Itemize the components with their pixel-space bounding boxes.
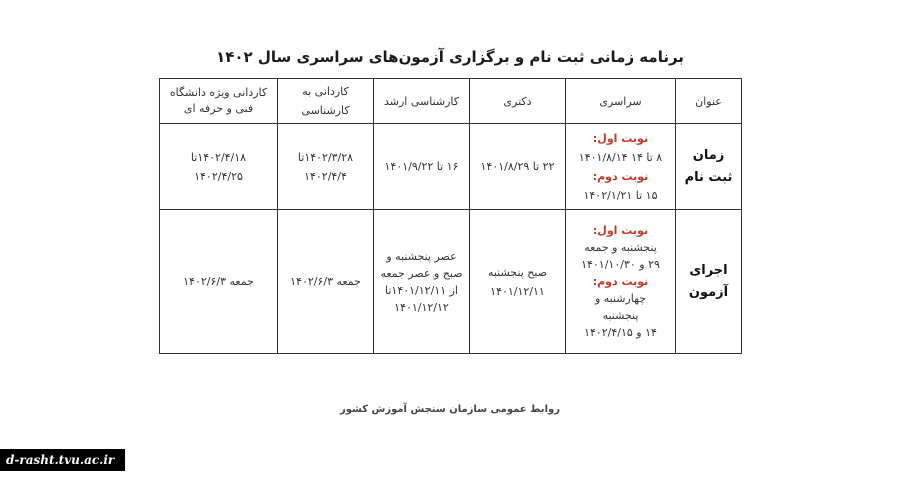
cell-masters-registration: ۱۶ تا ۱۴۰۱/۹/۲۲ [374,124,470,210]
turn-one-label: نوبت اول: [592,131,649,145]
cell-line: پنجشنبه و جمعه [584,241,657,254]
turn-two-label: نوبت دوم: [592,275,649,288]
footer-credit: روابط عمومی سازمان سنجش آموزش کشور [340,404,560,415]
row-label-exam: اجرای آزمون [676,210,742,354]
turn-two-label: نوبت دوم: [592,169,649,183]
cell-doctorate-registration: ۲۲ تا ۱۴۰۱/۸/۲۹ [470,124,566,210]
cell-line: عصر پنجشنبه و [386,249,457,263]
table-row-exam [160,210,742,354]
turn-one-value: ۸ تا ۱۴ ۱۴۰۱/۸/۱۴ [578,150,663,164]
header-technical-associate: کاردانی ویژه دانشگاه فنی و حرفه ای [160,79,278,124]
cell-masters-exam [374,210,470,354]
table-header-row [160,79,742,124]
turn-two-value: ۱۵ تا ۱۴۰۲/۱/۲۱ [583,188,658,202]
cell-line: چهارشنبه و [594,292,647,305]
row-label-registration: زمان ثبت نام [676,124,742,210]
cell-line: ۱۴۰۲/۴/۲۵ [194,169,243,183]
cell-technical-associate-registration [160,124,278,210]
page-title: برنامه زمانی ثبت نام و برگزاری آزمون‌های سراسری سال ۱۴۰۲ [216,48,684,66]
turn-one-label: نوبت اول: [592,224,649,237]
cell-associate-to-bachelor-exam: جمعه ۱۴۰۲/۶/۳ [278,210,374,354]
header-doctorate: دکتری [470,79,566,124]
cell-sarasari-exam [566,210,676,354]
cell-line: صبح پنجشنبه [487,265,548,279]
cell-sarasari-registration [566,124,676,210]
header-title: عنوان [676,79,742,124]
cell-technical-associate-exam: جمعه ۱۴۰۲/۶/۳ [160,210,278,354]
cell-associate-to-bachelor-registration [278,124,374,210]
cell-line: ۱۴۰۲/۴/۴ [304,169,347,183]
header-masters: کارشناسی ارشد [374,79,470,124]
cell-line: ۱۴۰۱/۱۲/۱۱ [490,284,545,298]
cell-line: ۱۴۰۲/۳/۲۸تا [297,150,354,164]
cell-line: ۱۴ و ۱۴۰۲/۴/۱۵ [584,326,657,339]
cell-line: ۱۴۰۲/۴/۱۸تا [190,150,247,164]
cell-line: از ۱۴۰۱/۱۲/۱۱تا [385,283,458,297]
cell-line: پنجشنبه [602,309,639,322]
cell-line: ۲۹ و ۱۴۰۱/۱۰/۳۰ [581,258,660,271]
schedule-table [159,78,742,354]
table-row-registration [160,124,742,210]
header-sarasari: سراسری [566,79,676,124]
cell-doctorate-exam [470,210,566,354]
site-watermark: d-rasht.tvu.ac.ir [0,449,125,471]
cell-line: صبح و عصر جمعه [380,266,463,280]
header-associate-to-bachelor: کاردانی به کارشناسی [278,79,374,124]
cell-line: ۱۴۰۱/۱۲/۱۲ [394,300,449,314]
